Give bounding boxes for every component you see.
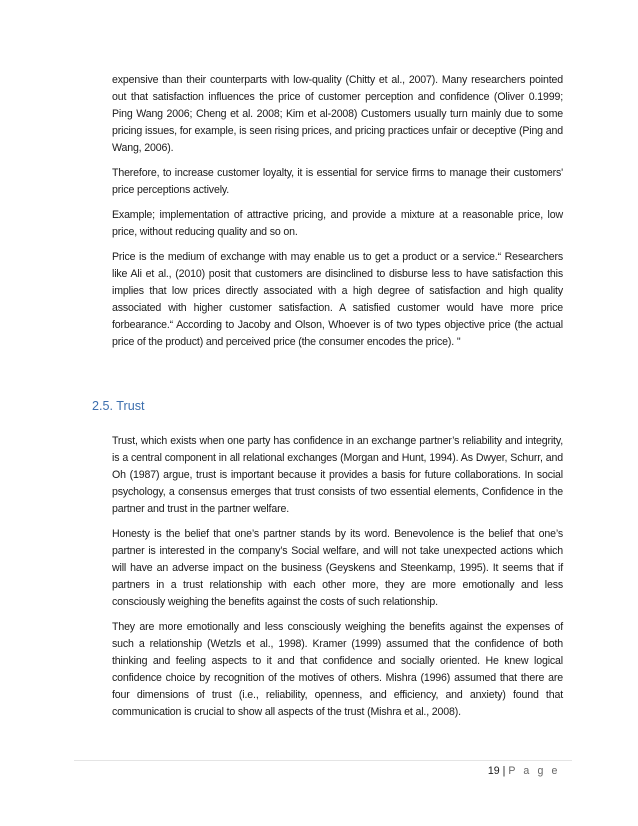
section-heading: 2.5. Trust <box>92 399 145 413</box>
page-footer <box>488 765 560 777</box>
footer-divider <box>74 760 572 761</box>
body-text-trust <box>112 433 563 729</box>
body-text-top <box>112 72 563 359</box>
paragraph: They are more emotionally and less consciously weighing the benefits against the expenses of such a relationship (Wetzls et al., 1998). Kramer (1999) assumed that the confidence of both thinking and feeling aspects to it and that confidence and socially oriented. He knew logical confidence choice by recognition of the motives of others. Mishra (1996) assumed that there are four dimensions of trust (i.e., reliability, openness, and efficiency, and anxiety) found that communication is crucial to show all aspects of the trust (Mishra et al., 2008). <box>112 621 563 718</box>
paragraph: Honesty is the belief that one’s partner stands by its word. Benevolence is the belief that one’s partner is interested in the company’s Social welfare, and will not take unexpected actions which will have an adverse impact on the business (Geyskens and Steenkamp, 1995). It seems that if partners in a trust relationship with each other more, they are more emotionally and less consciously weighing the benefits against the costs of such relationship. <box>112 528 563 608</box>
paragraph: Trust, which exists when one party has confidence in an exchange partner’s reliability and integrity, is a central component in all relational exchanges (Morgan and Hunt, 1994). As Dwyer, Schurr, and Oh (1987) argue, trust is important because it provides a basis for future collaborations. In social psychology, a consensus emerges that trust consists of two essential elements, Confidence in the partner and trust in the partner welfare. <box>112 435 563 515</box>
paragraph: Example; implementation of attractive pricing, and provide a mixture at a reasonable price, low price, without reducing quality and so on. <box>112 209 563 238</box>
page-label: P a g e <box>508 765 560 777</box>
page-number: 19 <box>487 765 500 777</box>
paragraph: expensive than their counterparts with low-quality (Chitty et al., 2007). Many researchers pointed out that satisfaction influences the price of customer perception and confidence (Oliver 0.1999; Ping Wang 2006; Cheng et al. 2008; Kim et al-2008) Customers usually turn mainly due to some pricing issues, for example, is seen rising prices, and pricing practices unfair or deceptive (Ping and Wang, 2006). <box>112 74 563 154</box>
paragraph: Price is the medium of exchange with may enable us to get a product or a service.“ Researchers like Ali et al., (2010) posit that customers are disinclined to disburse less to have satisfaction this implies that low prices directly associated with a high degree of satisfaction and high quality associated with higher customer satisfaction. A satisfied customer would have more price forbearance.“ According to Jacoby and Olson, Whoever is of two types objective price (the actual price of the product) and perceived price (the consumer encodes the price). " <box>112 251 563 348</box>
paragraph: Therefore, to increase customer loyalty, it is essential for service firms to manage their customers' price perceptions actively. <box>112 167 563 196</box>
footer-separator: | <box>502 765 506 777</box>
